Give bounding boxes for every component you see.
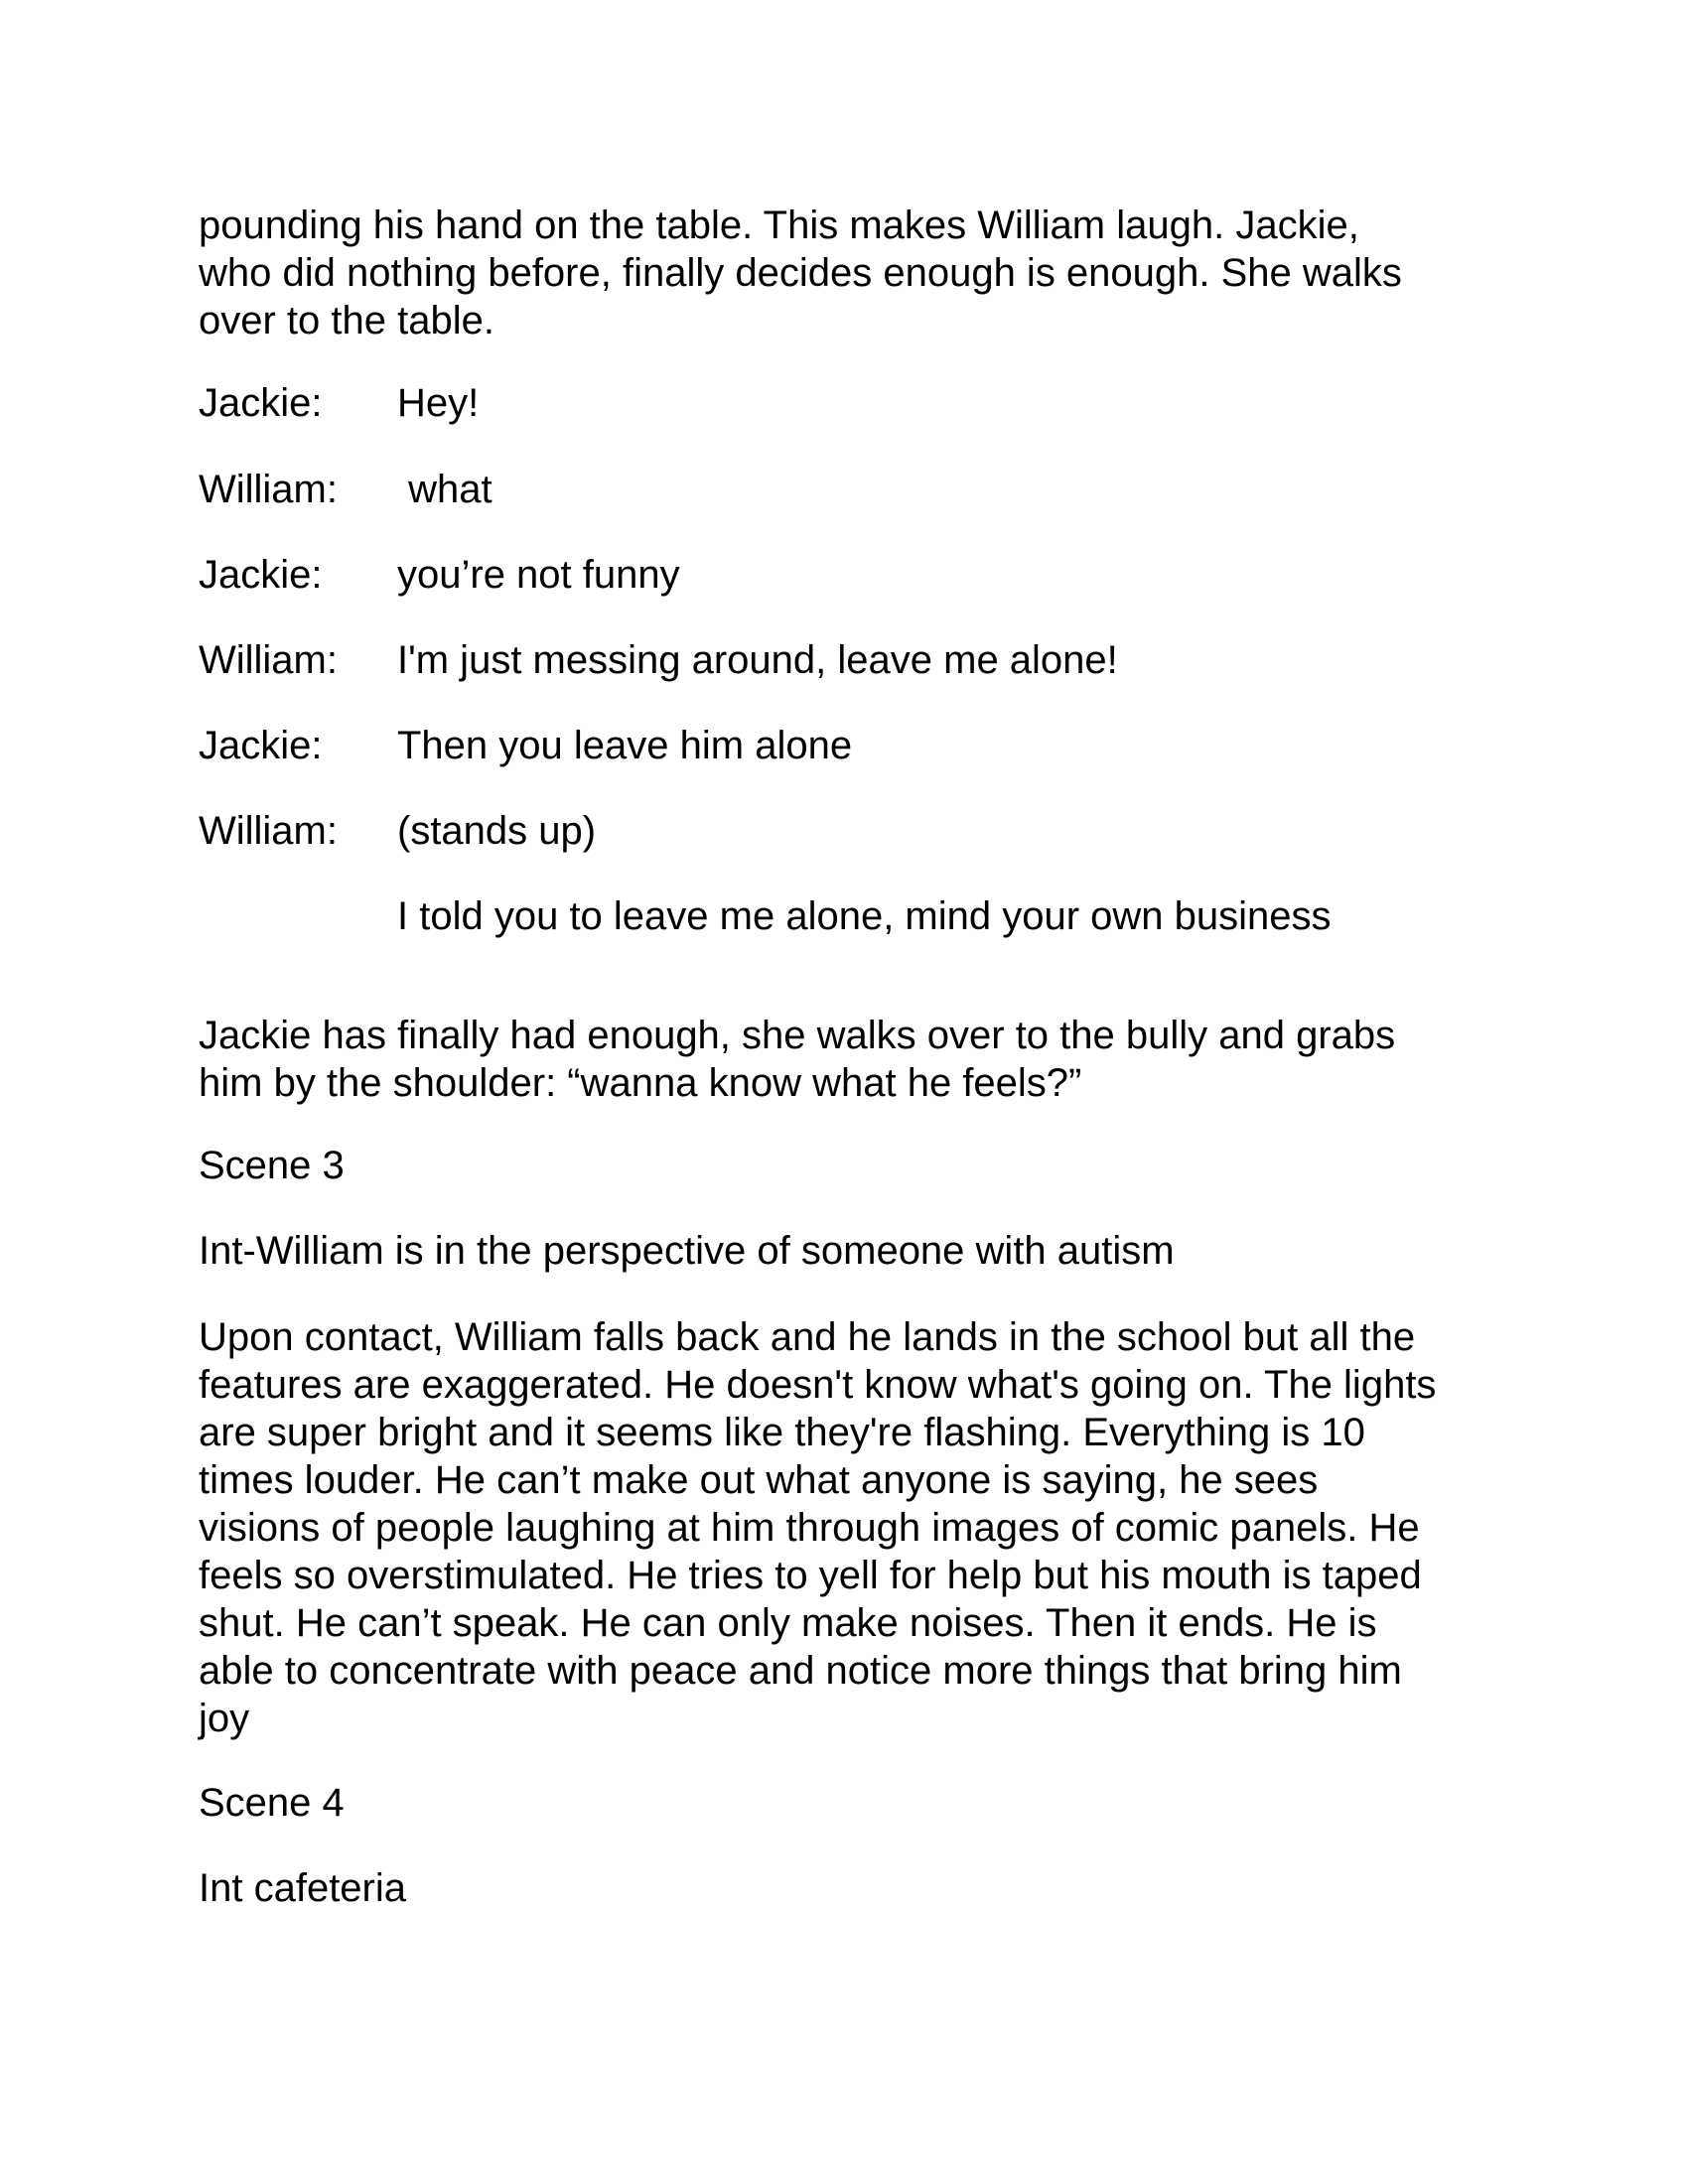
action-paragraph-grab: Jackie has finally had enough, she walks over to the bully and grabs him by the shoulder: “wanna know what he feels?” bbox=[199, 1014, 1396, 1105]
dialogue-line bbox=[199, 722, 1509, 769]
dialogue-text: Then you leave him alone bbox=[397, 724, 853, 767]
action-paragraph-perspective: Upon contact, William falls back and he lands in the school but all the features are exaggerated. He doesn't know what's going on. The lights are super bright and it seems like they're flashing. Everything is 10 times louder. He can’t make out what anyone is saying, he sees visions of people laughing at him through images of comic panels. He feels so overstimulated. He tries to yell for help but his mouth is taped shut. He can’t speak. He can only make noises. Then it ends. He is able to concentrate with peace and notice more things that bring him joy bbox=[199, 1315, 1437, 1740]
scene-heading-3: Scene 3 bbox=[199, 1144, 345, 1187]
dialogue-text: what bbox=[397, 468, 492, 511]
speaker-name: Jackie: bbox=[199, 724, 323, 767]
dialogue-line bbox=[199, 466, 1509, 513]
dialogue-text: (stands up) bbox=[397, 809, 597, 853]
dialogue-line bbox=[199, 636, 1509, 684]
speaker-name: William: bbox=[199, 809, 338, 853]
speaker-name: William: bbox=[199, 638, 338, 682]
dialogue-text: you’re not funny bbox=[397, 553, 680, 597]
scene-setting-4: Int cafeteria bbox=[199, 1866, 407, 1910]
dialogue-text: I'm just messing around, leave me alone! bbox=[397, 638, 1118, 682]
speaker-name: William: bbox=[199, 468, 338, 511]
scene-setting-3: Int-William is in the perspective of someone with autism bbox=[199, 1229, 1175, 1273]
dialogue-line bbox=[199, 807, 1509, 855]
dialogue-line bbox=[199, 379, 1509, 427]
dialogue-line-continuation bbox=[199, 892, 1509, 940]
action-paragraph-opening: pounding his hand on the table. This makes William laugh. Jackie, who did nothing before, finally decides enough is enough. She walks over to the table. bbox=[199, 204, 1402, 342]
speaker-name: Jackie: bbox=[199, 381, 323, 425]
speaker-name: Jackie: bbox=[199, 553, 323, 597]
scene-heading-4: Scene 4 bbox=[199, 1781, 345, 1825]
dialogue-text: Hey! bbox=[397, 381, 480, 425]
dialogue-line bbox=[199, 551, 1509, 599]
dialogue-text: I told you to leave me alone, mind your own business bbox=[397, 894, 1332, 938]
